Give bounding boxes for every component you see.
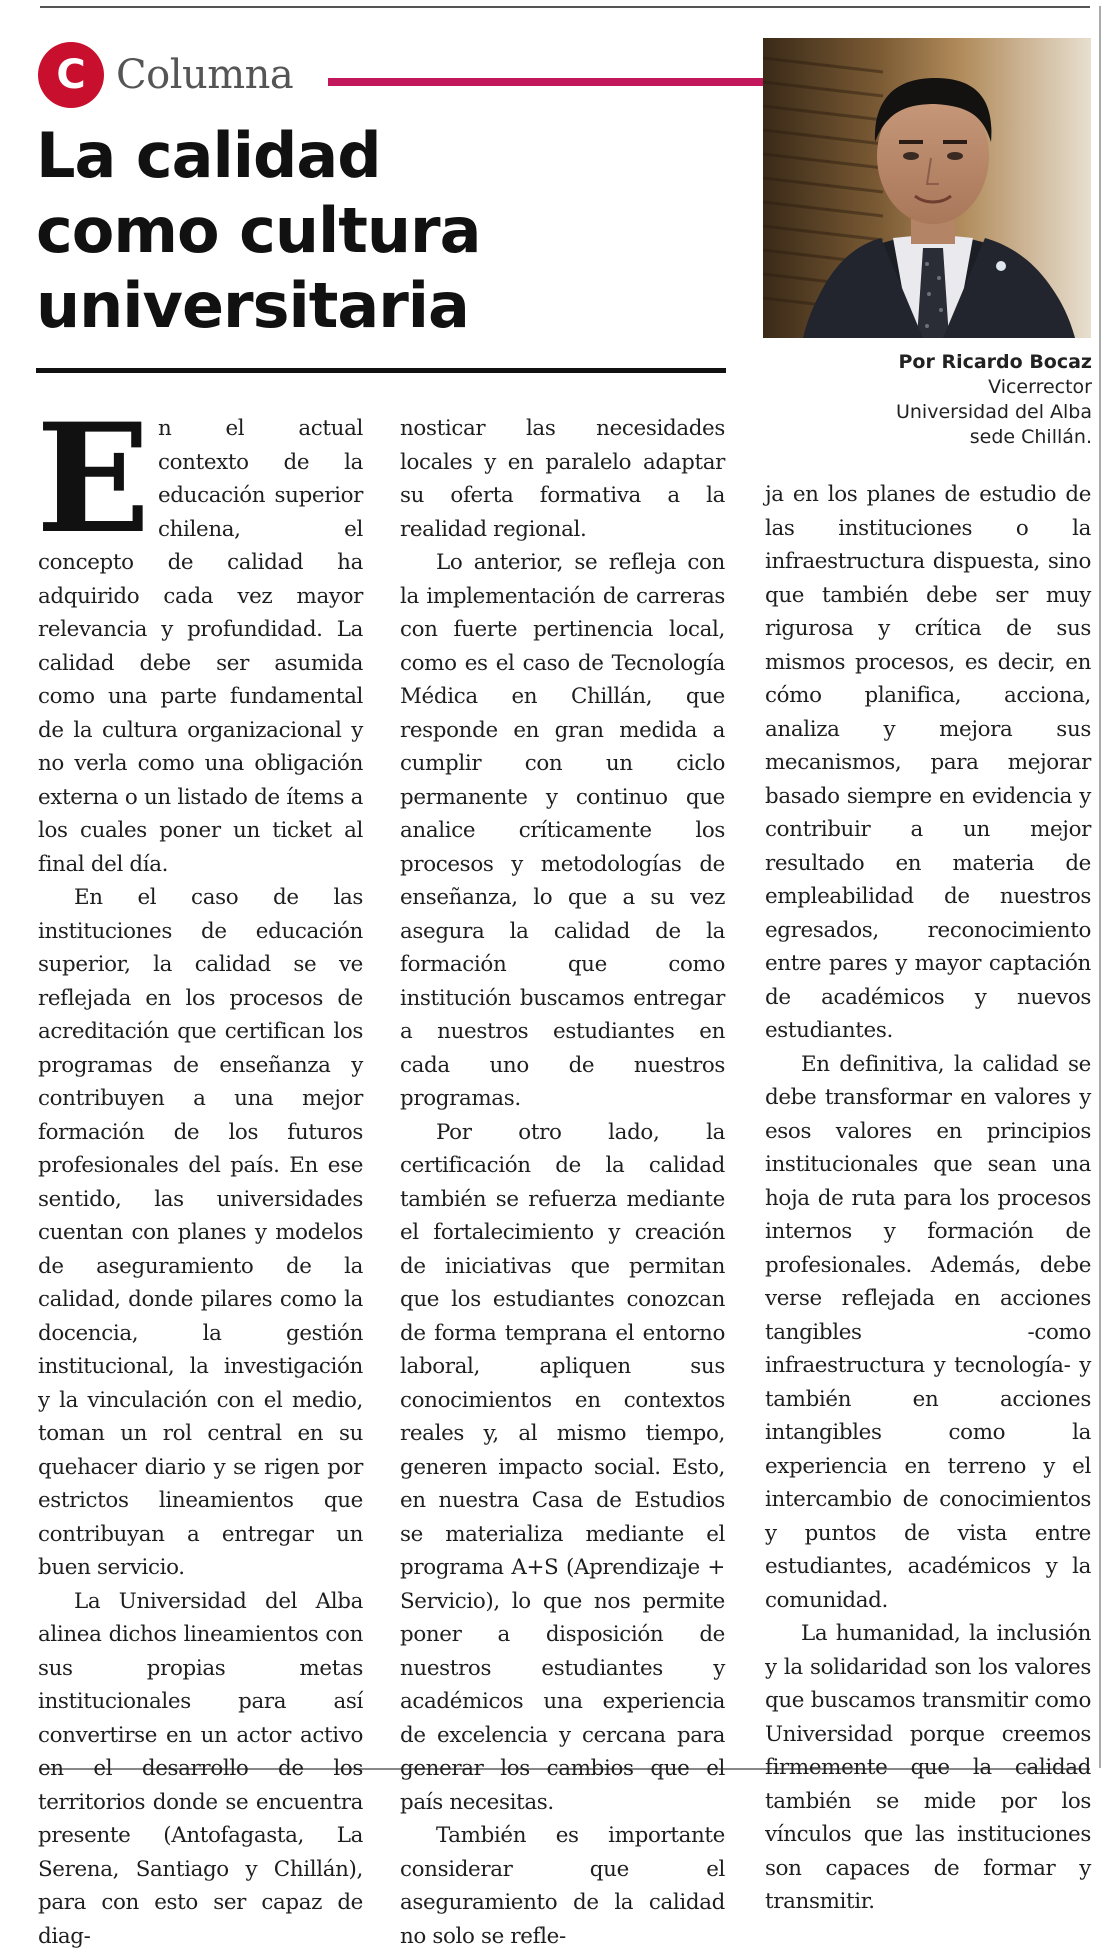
paragraph-text: n el actual contexto de la educación superior chilena, el concepto de calidad ha adquirido cada vez mayor relevancia y profundidad. La calidad debe ser asumida como una parte fundamental de la cultura organizacional y no verla como una obligación externa o un listado de ítems a los cuales poner un ticket al final del día. [38, 416, 363, 877]
section-label: Columna [116, 52, 293, 98]
article-paragraph [38, 412, 363, 881]
article-paragraph: ja en los planes de estudio de las instituciones o la infraestructura dispuesta, sino que también debe ser muy rigurosa y crítica de sus mismos procesos, es decir, en cómo planifica, acciona, analiza y mejora sus mecanismos, para mejorar basado siempre en evidencia y contribuir a un mejor resultado en materia de empleabilidad de nuestros egresados, reconocimiento entre pares y mayor captación de académicos y nuevos estudiantes. [765, 478, 1091, 1048]
author-photo [763, 38, 1091, 338]
byline [772, 350, 1092, 450]
article-paragraph: En el caso de las instituciones de educación superior, la calidad se ve reflejada en los procesos de acreditación que certifican los programas de enseñanza y contribuyen a una mejor formación de los futuros profesionales del país. En ese sentido, las universidades cuentan con planes y modelos de aseguramiento de la calidad, donde pilares como la docencia, la gestión institucional, la investigación y la vinculación con el medio, toman un rol central en su quehacer diario y se rigen por estrictos lineamientos que contribuyan a entregar un buen servicio. [38, 881, 363, 1585]
byline-institution: Universidad del Alba [772, 400, 1092, 425]
article-paragraph: La humanidad, la inclusión y la solidaridad son los valores que buscamos transmitir como Universidad porque creemos firmemente que la calidad también se mide por los vínculos que las instituciones son capaces de formar y transmitir. [765, 1617, 1091, 1919]
headline-rule [36, 368, 726, 373]
top-rule [40, 6, 1090, 8]
article-paragraph: Lo anterior, se refleja con la implementación de carreras con fuerte pertinencia local, como es el caso de Tecnología Médica en Chillán, que responde en gran medida a cumplir con un ciclo permanente y continuo que analice críticamente los procesos y metodologías de enseñanza, lo que a su vez asegura la calidad de la formación que como institución buscamos entregar a nuestros estudiantes en cada uno de nuestros programas. [400, 546, 725, 1116]
section-accent-rule [328, 78, 764, 86]
article-paragraph: En definitiva, la calidad se debe transformar en valores y esos valores en principios institucionales que sean una hoja de ruta para los procesos internos y formación de profesionales. Además, debe verse reflejada en acciones tangibles -como infraestructura y tecnología- y también en acciones intangibles como la experiencia en terreno y el intercambio de conocimientos y puntos de vista entre estudiantes, académicos y la comunidad. [765, 1048, 1091, 1618]
headline-line-3: universitaria [36, 269, 469, 342]
drop-cap: E [36, 420, 150, 538]
byline-author: Por Ricardo Bocaz [772, 350, 1092, 375]
byline-campus: sede Chillán. [772, 425, 1092, 450]
section-header [38, 42, 293, 108]
article-column-1 [38, 412, 363, 1953]
article-paragraph: nosticar las necesidades locales y en paralelo adaptar su oferta formativa a la realidad regional. [400, 412, 725, 546]
article-column-3 [765, 478, 1091, 1919]
article-paragraph: La Universidad del Alba alinea dichos lineamientos con sus propias metas institucionales para así convertirse en un actor activo en el desarrollo de los territorios donde se encuentra presente (Antofagasta, La Serena, Santiago y Chillán), para con esto ser capaz de diag- [38, 1585, 363, 1953]
headline-line-1: La calidad [36, 119, 381, 192]
article-column-2 [400, 412, 725, 1953]
section-logo-icon: C [38, 42, 104, 108]
article-headline [36, 118, 736, 343]
article-paragraph: También es importante considerar que el aseguramiento de la calidad no solo se refle- [400, 1819, 725, 1953]
author-portrait-icon [763, 38, 1091, 338]
right-rule [1099, 6, 1101, 1768]
headline-line-2: como cultura [36, 194, 480, 267]
article-paragraph: Por otro lado, la certificación de la calidad también se refuerza mediante el fortalecimiento y creación de iniciativas que permitan que los estudiantes conozcan de forma temprana el entorno laboral, apliquen sus conocimientos en contextos reales y, al mismo tiempo, generen impacto social. Esto, en nuestra Casa de Estudios se materializa mediante el programa A+S (Aprendizaje + Servicio), lo que nos permite poner a disposición de nuestros estudiantes y académicos una experiencia de excelencia y cercana para generar los cambios que el país necesitas. [400, 1116, 725, 1820]
byline-role: Vicerrector [772, 375, 1092, 400]
